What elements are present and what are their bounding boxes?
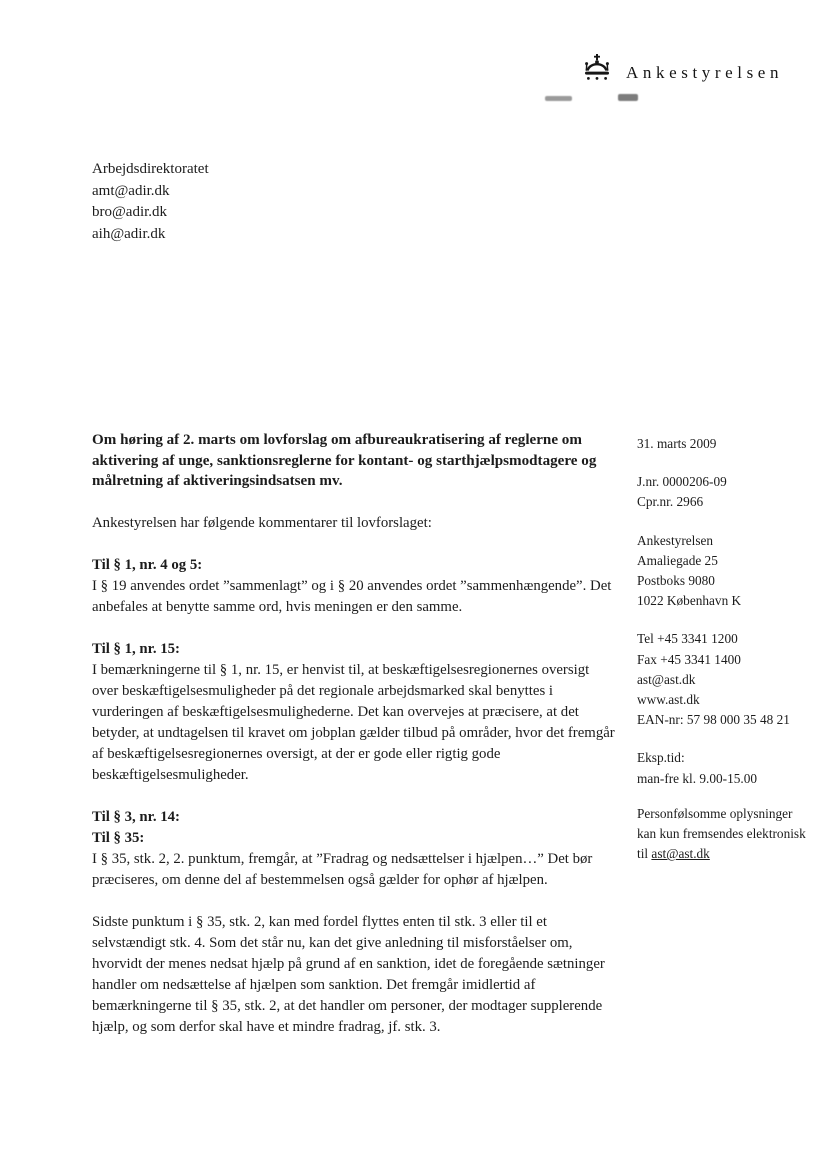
letter-subject: Om høring af 2. marts om lovforslag om afbureaukratisering af reglerne om aktivering af unge, sanktionsreglerne for kontant- og starthjælpsmodtagere og målretning af aktiveringsindsatsen mv.	[92, 432, 597, 489]
letter-intro: Ankestyrelsen har følgende kommentarer til lovforslaget:	[92, 514, 432, 531]
sidebar-contact-line: www.ast.dk	[637, 692, 700, 708]
sidebar-address-group	[637, 531, 823, 612]
sidebar-email-link[interactable]: ast@ast.dk	[651, 846, 710, 862]
sidebar-note-prefix: til	[637, 846, 652, 862]
sidebar-contact-line: ast@ast.dk	[637, 671, 696, 687]
section-paragraph: I § 19 anvendes ordet ”sammenlagt” og i § 20 anvendes ordet ”sammenhængende”. Det anbefales at benytte samme ord, hvis meningen er den samme.	[92, 577, 612, 615]
sidebar-hours: man-fre kl. 9.00-15.00	[637, 770, 758, 786]
sidebar-date-group	[637, 434, 823, 454]
sidebar-cpr-number: Cpr.nr. 2966	[637, 494, 704, 510]
sidebar	[637, 434, 823, 882]
sidebar-contact-line: EAN-nr: 57 98 000 35 48 21	[637, 712, 790, 728]
sidebar-date: 31. marts 2009	[637, 436, 717, 451]
section-paragraph: I bemærkningerne til § 1, nr. 15, er henvist til, at beskæftigelsesregionernes oversigt over beskæftigelsesmuligheder på det regionale arbejdsmarked skal benyttes i vurderingen af beskæftigelsesmulighederne. Det kan overvejes at præcisere, at det betyder, at undtagelsen til kravet om jobplan gælder tilbud på områder, hvor det fremgår af beskæftigelsesregionernes oversigt, at der er gode eller rigtig gode beskæftigelsesmuligheder.	[92, 661, 615, 783]
brand-name: Ankestyrelsen	[626, 63, 784, 82]
section-paragraph: Sidste punktum i § 35, stk. 2, kan med fordel flyttes enten til stk. 3 eller til et selvstændigt stk. 4. Som det står nu, kan det give anledning til misforståelser om, hvorvidt der menes nedsat hjælp på grund af en sanktion, idet de foregående sætninger handler om nedsættelse af hjælpen som sanktion. Det fremgår imidlertid af bemærkningerne til § 35, stk. 2, at det handler om personer, der modtager supplerende hjælp, og som derfor skal have et mindre fradrag, jf. stk. 3.	[92, 913, 605, 1035]
sidebar-note-group	[637, 804, 823, 865]
crown-icon	[582, 54, 612, 81]
sidebar-address-line: Ankestyrelsen	[637, 532, 714, 548]
recipient-email: amt@adir.dk	[92, 182, 170, 199]
sidebar-reference-group	[637, 472, 823, 512]
recipient-email: bro@adir.dk	[92, 204, 168, 220]
section-heading: Til § 3, nr. 14:	[92, 808, 180, 825]
sidebar-note-line: Personfølsomme oplysninger	[637, 805, 793, 821]
recipient-block	[92, 159, 209, 245]
letter-body	[92, 430, 616, 1038]
sidebar-contact-group	[637, 629, 823, 730]
sidebar-hours-label: Eksp.tid:	[637, 750, 685, 766]
sidebar-address-line: 1022 København K	[637, 593, 742, 609]
section-heading: Til § 1, nr. 4 og 5:	[92, 556, 203, 573]
section-heading: Til § 1, nr. 15:	[92, 640, 180, 657]
sidebar-address-line: Postboks 9080	[637, 573, 715, 589]
section-paragraph: I § 35, stk. 2, 2. punktum, fremgår, at ”Fradrag og nedsættelser i hjælpen…” Det bør præciseres, om denne del af bestemmelsen også gælder for ophør af hjælpen.	[92, 850, 593, 888]
sidebar-note-line: kan kun fremsendes elektronisk	[637, 826, 806, 842]
sidebar-contact-line: Tel +45 3341 1200	[637, 631, 738, 647]
brand-logo	[582, 54, 783, 83]
sidebar-note-line	[637, 844, 823, 864]
sidebar-contact-line: Fax +45 3341 1400	[637, 651, 741, 667]
sidebar-journal-number: J.nr. 0000206-09	[637, 474, 727, 490]
section-subheading: Til § 35:	[92, 829, 145, 846]
sidebar-address-line: Amaliegade 25	[637, 552, 718, 568]
scan-artifact-right	[618, 94, 638, 101]
scan-artifact-left	[545, 96, 572, 101]
recipient-email: aih@adir.dk	[92, 225, 166, 242]
recipient-name: Arbejdsdirektoratet	[92, 161, 209, 177]
sidebar-hours-group	[637, 748, 823, 788]
